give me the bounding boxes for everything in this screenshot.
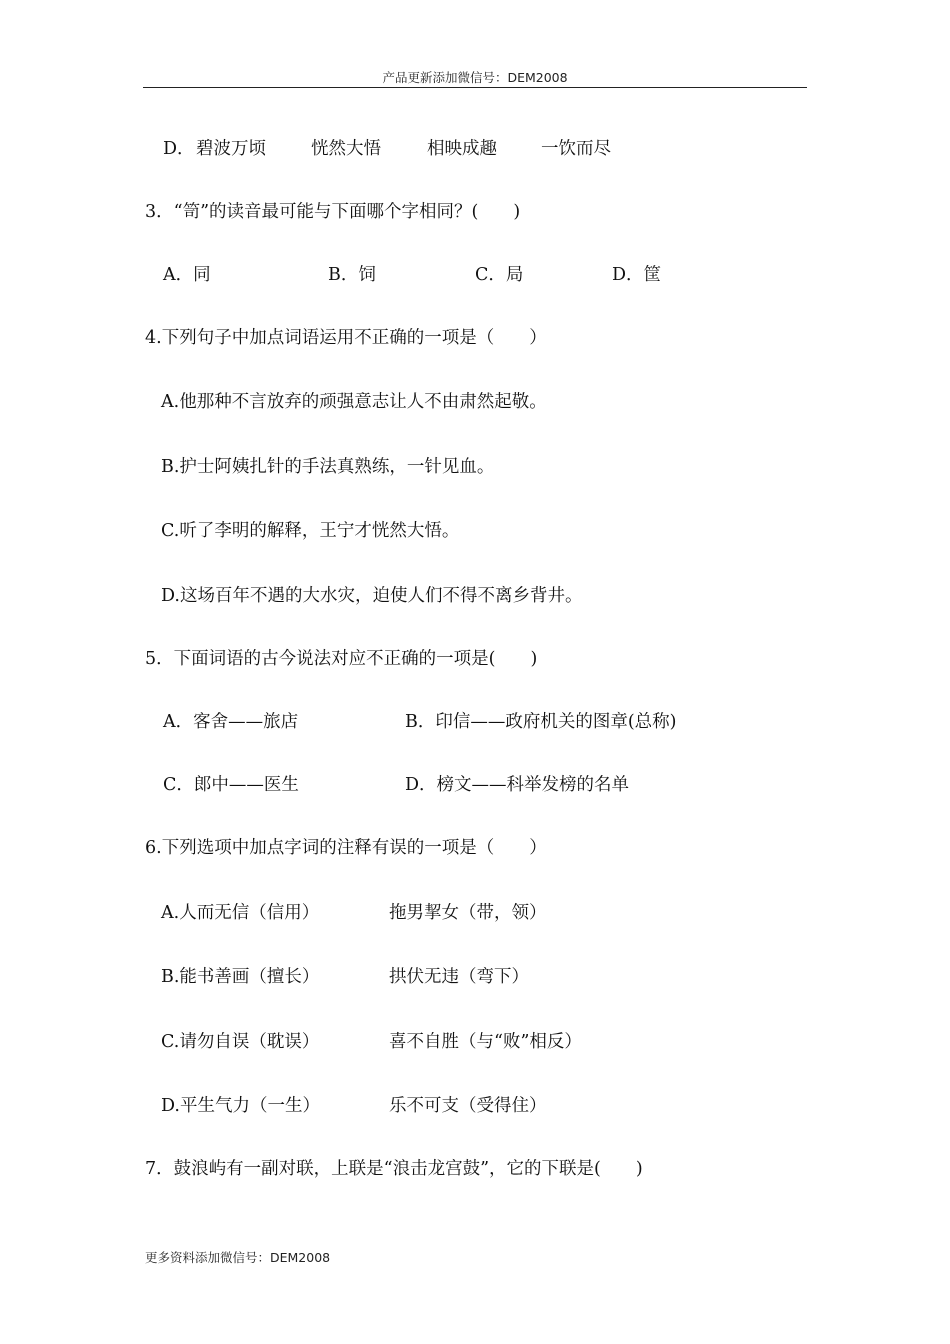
q5-option-d: D．榜文——科举发榜的名单 [405, 775, 630, 795]
q4-option-d: D.这场百年不遇的大水灾，迫使人们不得不离乡背井。 [161, 586, 583, 606]
q6-row-b-left: B.能书善画（擅长） [161, 967, 320, 987]
q6-row-a-left: A.人而无信（信用） [161, 903, 320, 923]
q3-option-a: A．同 [163, 265, 211, 285]
q4-option-b: B.护士阿姨扎针的手法真熟练，一针见血。 [161, 457, 495, 477]
q2-option-d-word-2: 恍然大悟 [311, 139, 381, 159]
q4-option-c: C.听了李明的解释，王宁才恍然大悟。 [161, 521, 460, 541]
q5-option-a: A．客舍——旅店 [163, 712, 299, 732]
q5-option-c: C．郎中——医生 [163, 775, 299, 795]
q6-stem: 6.下列选项中加点字词的注释有误的一项是（ ） [145, 838, 547, 858]
q6-row-b-right: 拱伏无违（弯下） [389, 967, 529, 987]
q2-option-d-word-3: 相映成趣 [427, 139, 497, 159]
q6-row-c-right: 喜不自胜（与“败”相反） [389, 1032, 582, 1052]
q6-row-d-left: D.平生气力（一生） [161, 1096, 320, 1116]
q2-option-d-label: D． [163, 139, 195, 159]
page-footer: 更多资料添加微信号：DEM2008 [145, 1250, 331, 1265]
q4-option-a: A.他那种不言放弃的顽强意志让人不由肃然起敬。 [161, 392, 547, 412]
q3-option-d: D．筐 [612, 265, 662, 285]
page-header: 产品更新添加微信号：DEM2008 [382, 70, 568, 85]
q6-row-a-right: 拖男挈女（带，领） [389, 903, 547, 923]
q5-stem: 5．下面词语的古今说法对应不正确的一项是( ) [145, 649, 538, 669]
q6-row-c-left: C.请勿自误（耽误） [161, 1032, 320, 1052]
q5-option-b: B．印信——政府机关的图章(总称) [405, 712, 677, 732]
q3-option-b: B．饲 [328, 265, 376, 285]
q3-option-c: C．局 [475, 265, 524, 285]
q2-option-d-word-4: 一饮而尽 [541, 139, 611, 159]
header-rule [143, 87, 807, 88]
q2-option-d-word-1: 碧波万顷 [196, 139, 266, 159]
q7-stem: 7．鼓浪屿有一副对联，上联是“浪击龙宫鼓”，它的下联是( ) [145, 1159, 643, 1179]
q4-stem: 4.下列句子中加点词语运用不正确的一项是（ ） [145, 328, 547, 348]
q3-stem: 3．“笥”的读音最可能与下面哪个字相同？( ) [145, 202, 521, 222]
q6-row-d-right: 乐不可支（受得住） [389, 1096, 547, 1116]
